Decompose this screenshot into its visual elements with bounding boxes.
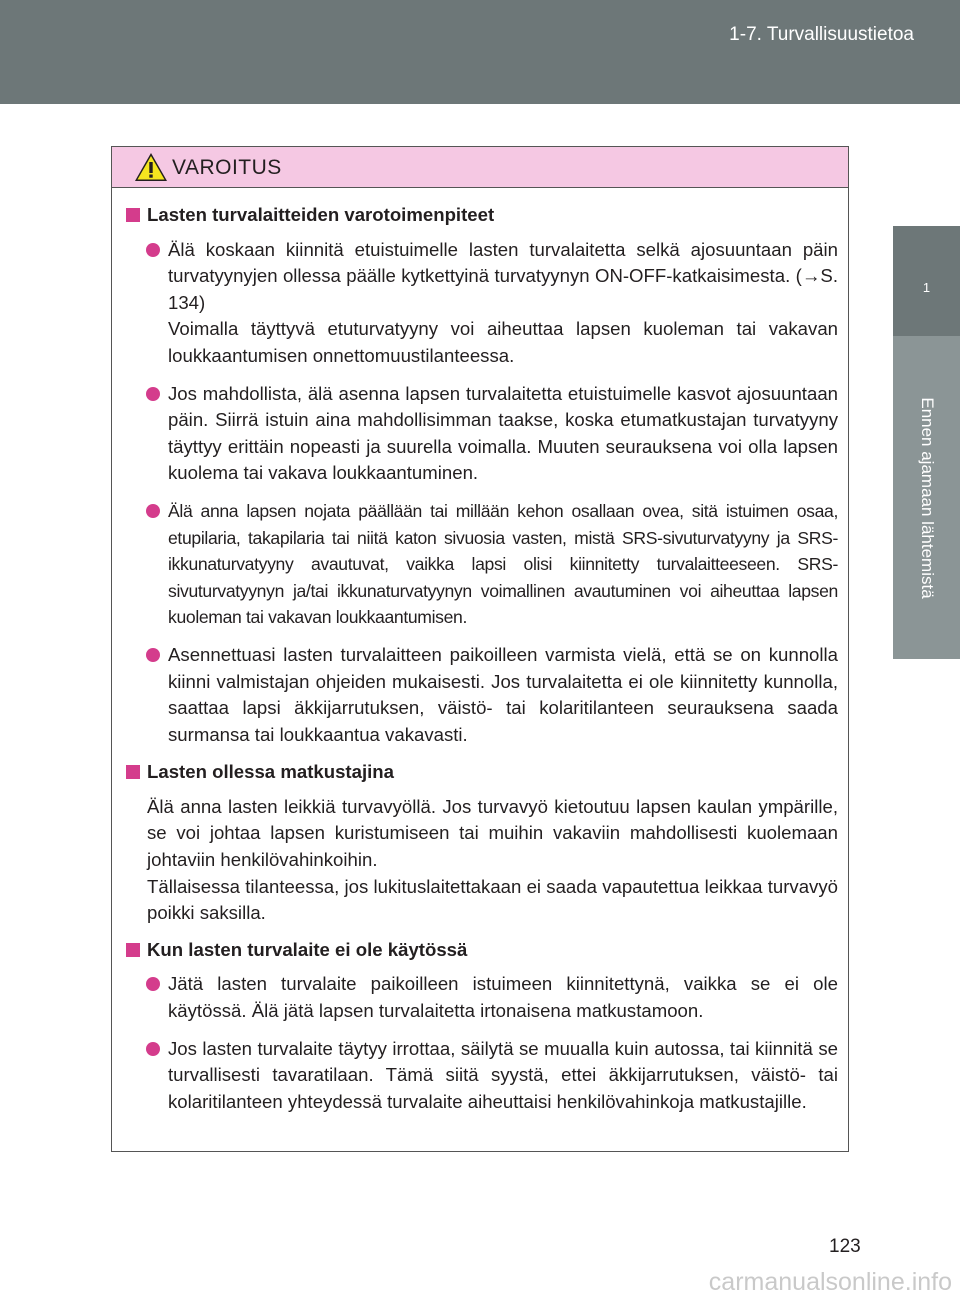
warning-title: VAROITUS [172,156,282,179]
section-heading: Kun lasten turvalaite ei ole käytössä [126,937,838,964]
chapter-title: Ennen ajamaan lähtemistä [917,396,937,599]
list-item: Älä koskaan kiinnitä etuistuimelle lasten turvalaitetta selkä ajosuuntaan päin turvatyynyjen ollessa päälle kytkettyinä turvatyynyn ON-OFF-katkaisimesta. (→S. 134) Voimalla täyttyvä etuturvatyyny voi aiheuttaa lapsen kuoleman tai vakavan loukkaantumisen onnettomuustilanteessa. [126,237,838,370]
list-item: Jos lasten turvalaite täytyy irrottaa, säilytä se muualla kuin autossa, tai kiinnitä se turvallisesti tavaratilaan. Tämä siitä syystä, ettei äkkijarrutuksen, väistö- tai kolaritilanteen yhteydessä turvalaite aiheuttaisi henkilövahinkoja matkustajille. [126,1036,838,1116]
watermark: carmanualsonline.info [708,1268,952,1296]
warning-triangle-icon [134,152,168,182]
circle-bullet-icon [146,648,160,662]
circle-bullet-icon [146,1042,160,1056]
circle-bullet-icon [146,504,160,518]
square-bullet-icon [126,208,140,222]
circle-bullet-icon [146,387,160,401]
square-bullet-icon [126,765,140,779]
warning-box [111,146,849,1152]
list-item: Jätä lasten turvalaite paikoilleen istuimeen kiinnitettynä, vaikka se ei ole käytössä. Älä jätä lapsen turvalaitetta irtonaisena matkustamoon. [126,971,838,1024]
list-item: Älä anna lapsen nojata päällään tai millään kehon osallaan ovea, sitä istuimen osaa, etupilaria, takapilaria tai niitä katon sivuosia vasten, mistä SRS-sivuturvatyyny ja SRS-ikkunaturvatyyny avautuvat, vaikka lapsi olisi kiinnitetty turvalaitteeseen. SRS-sivuturvatyynyn ja/tai ikkunaturvatyynyn voimallinen avautuminen voi aiheuttaa lapsen kuoleman tai vakavan loukkaantumisen. [126,498,838,631]
circle-bullet-icon [146,977,160,991]
list-item: Asennettuasi lasten turvalaitteen paikoilleen varmista vielä, että se on kunnolla kiinni valmistajan ohjeiden mukaisesti. Jos turvalaitetta ei ole kiinnitetty kunnolla, saattaa lapsi äkkijarrutuksen, väistö- tai kolaritilanteen seurauksena saada surmansa tai loukkaantua vakavasti. [126,642,838,748]
header-band [0,0,960,104]
page-number: 123 [829,1236,861,1257]
warning-header [112,147,848,188]
paragraph: Älä anna lasten leikkiä turvavyöllä. Jos turvavyö kietoutuu lapsen kaulan ympärille, se voi johtaa lapsen kuristumiseen tai muihin vakaviin mahdollisesti kuolemaan johtaviin henkilövahinkoihin. Tällaisessa tilanteessa, jos lukituslaitettakaan ei saada vapautettua leikkaa turvavyö poikki saksilla. [147,795,838,924]
square-bullet-icon [126,943,140,957]
section-heading: Lasten ollessa matkustajina [126,759,838,786]
section-heading: Lasten turvalaitteiden varotoimenpiteet [126,202,838,229]
chapter-number: 1 [922,280,931,295]
warning-content [112,188,848,1115]
section-title: 1-7. Turvallisuustietoa [729,24,914,45]
chapter-title-tab [893,336,960,659]
list-item: Jos mahdollista, älä asenna lapsen turvalaitetta etuistuimelle kasvot ajosuuntaan päin. Siirrä istuin aina mahdollisimman taakse, koska etumatkustajan turvatyyny täyttyy erittäin nopeasti ja suurella voimalla. Muuten seurauksena voi olla lapsen kuolema tai vakava loukkaantuminen. [126,381,838,487]
chapter-number-tab [893,226,960,336]
circle-bullet-icon [146,243,160,257]
